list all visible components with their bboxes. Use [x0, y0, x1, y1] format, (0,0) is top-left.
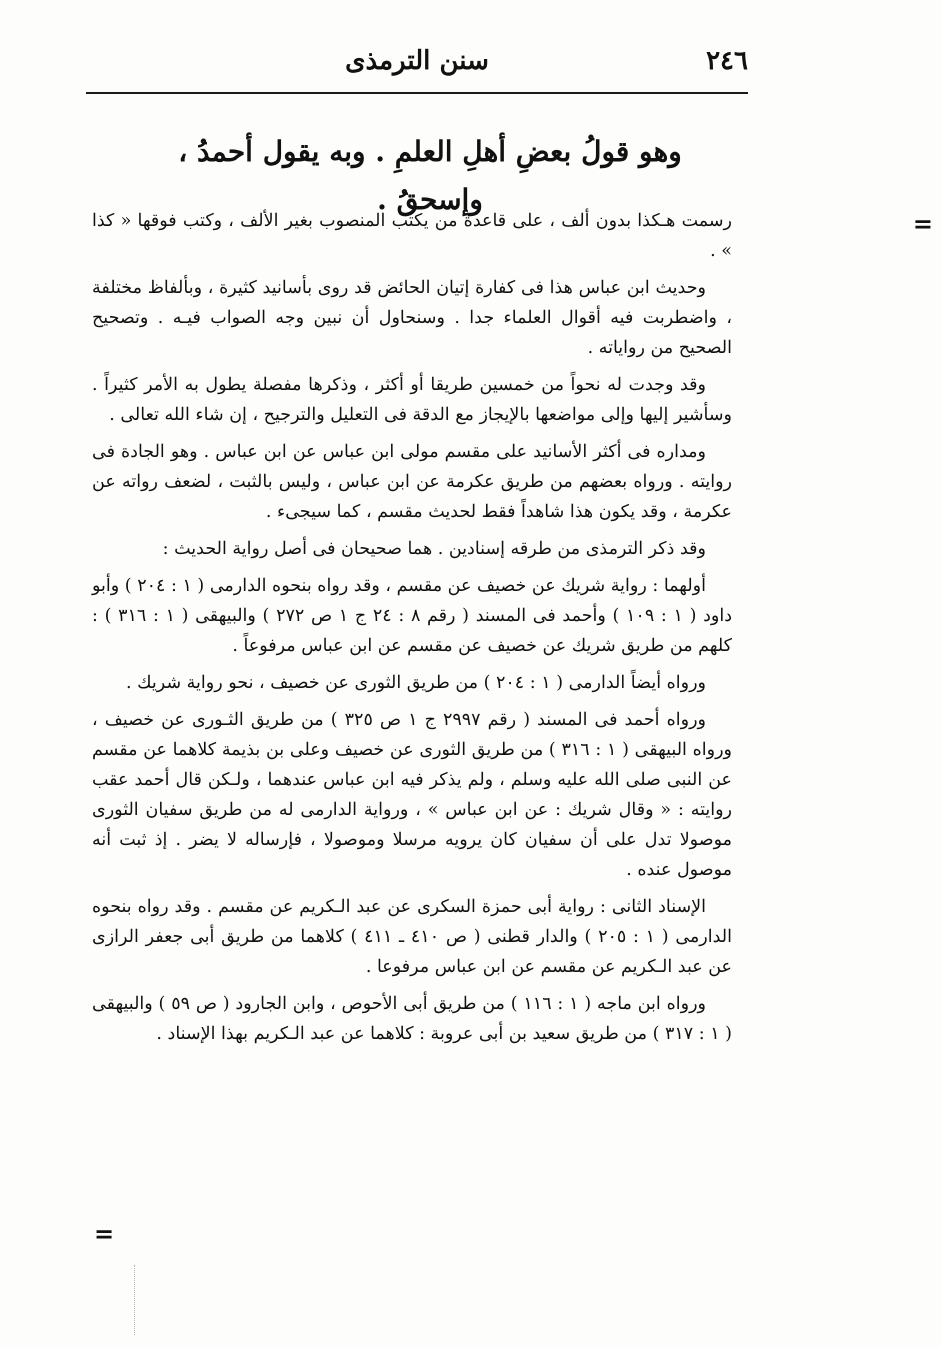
- page-header: [86, 40, 748, 92]
- note-paragraph: رسمت هـكذا بدون ألف ، على قاعدة من يكتب المنصوب بغير الألف ، وكتب فوقها « كذا » .: [92, 211, 732, 261]
- note-paragraph: الإسناد الثانى : رواية أبى حمزة السكرى عن عبد الـكريم عن مقسم . وقد رواه بنحوه الدارمى ( ١ : ٢٠٥ ) والدار قطنى ( ص ٤١٠ ـ ٤١١ ) كلاهما من طريق أبى جعفر الرازى عن عبد الـكريم عن مقسم عن ابن عباس مرفوعا .: [92, 897, 732, 977]
- note-paragraph: ومداره فى أكثر الأسانيد على مقسم مولى ابن عباس عن ابن عباس . وهو الجادة فى روايته . ورواه بعضهم من طريق عكرمة عن ابن عباس ، وليس بالثبت ، لضعف رواته عن عكرمة ، وقد يكون هذا شاهداً فقط لحديث مقسم ، كما سيجىء .: [92, 442, 732, 522]
- note-paragraph: ورواه أيضاً الدارمى ( ١ : ٢٠٤ ) من طريق الثورى عن خصيف ، نحو رواية شريك .: [126, 673, 706, 693]
- note-paragraph: وقد وجدت له نحواً من خمسين طريقا أو أكثر ، وذكرها مفصلة يطول به الأمر كثيراً . وسأشير إليها وإلى مواضعها بالإيجاز مع الدقة فى التعليل والترجيح ، إن شاء الله تعالى .: [92, 375, 732, 425]
- running-title: سنن الترمذى: [345, 46, 489, 76]
- page-number: ٢٤٦: [706, 46, 748, 76]
- note-paragraph: ورواه أحمد فى المسند ( رقم ٢٩٩٧ ج ١ ص ٣٢٥ ) من طريق الثـورى عن خصيف ، ورواه البيهقى ( ١ : ٣١٦ ) من طريق الثورى عن خصيف وعلى بن بذيمة كلاهما عن مقسم عن النبى صلى الله عليه وسلم ، ولم يذكر فيه ابن عباس عندهما ، ولـكن قال أحمد عقب روايته : « وقال شريك : عن ابن عباس » ، ورواية الدارمى له من طريق سفيان الثورى موصولا تدل على أن سفيان كان يرويه مرسلا وموصولا ، فإرساله لا يضر . إذ ثبت أنه موصول عنده .: [92, 710, 732, 880]
- main-text: وهو قولُ بعضِ أهلِ العلمِ . وبه يقول أحمدُ ، وإسحقُ .: [178, 135, 682, 216]
- note-paragraph: أولهما : رواية شريك عن خصيف عن مقسم ، وقد رواه بنحوه الدارمى ( ١ : ٢٠٤ ) وأبو داود ( ١ : ١٠٩ ) وأحمد فى المسند ( رقم ٨ : ٢٤ ج ١ ص ٢٧٢ ) والبيهقى ( ١ : ٣١٦ ) : كلهم من طريق شريك عن خصيف عن مقسم عن ابن عباس مرفوعاً .: [92, 576, 732, 656]
- note-paragraph: وقد ذكر الترمذى من طرقه إسنادين . هما صحيحان فى أصل رواية الحديث :: [162, 539, 706, 559]
- note-paragraph: ورواه ابن ماجه ( ١ : ١١٦ ) من طريق أبى الأحوص ، وابن الجارود ( ص ٥٩ ) والبيهقى ( ١ : ٣١٧ ) من طريق سعيد بن أبى عروبة : كلاهما عن عبد الـكريم بهذا الإسناد .: [92, 994, 732, 1044]
- scan-guide-line: [134, 1265, 136, 1335]
- header-rule: [86, 92, 748, 94]
- note-continuation-marker-end: =: [94, 1219, 115, 1248]
- note-continuation-marker-start: =: [912, 209, 933, 238]
- footnotes-block: [92, 206, 732, 1056]
- note-paragraph: وحديث ابن عباس هذا فى كفارة إتيان الحائض قد روى بأسانيد كثيرة ، وبألفاظ مختلفة ، واضطربت فيه أقوال العلماء جدا . وسنحاول أن نبين وجه الصواب فيـه . وتصحيح الصحيح من رواياته .: [92, 278, 732, 358]
